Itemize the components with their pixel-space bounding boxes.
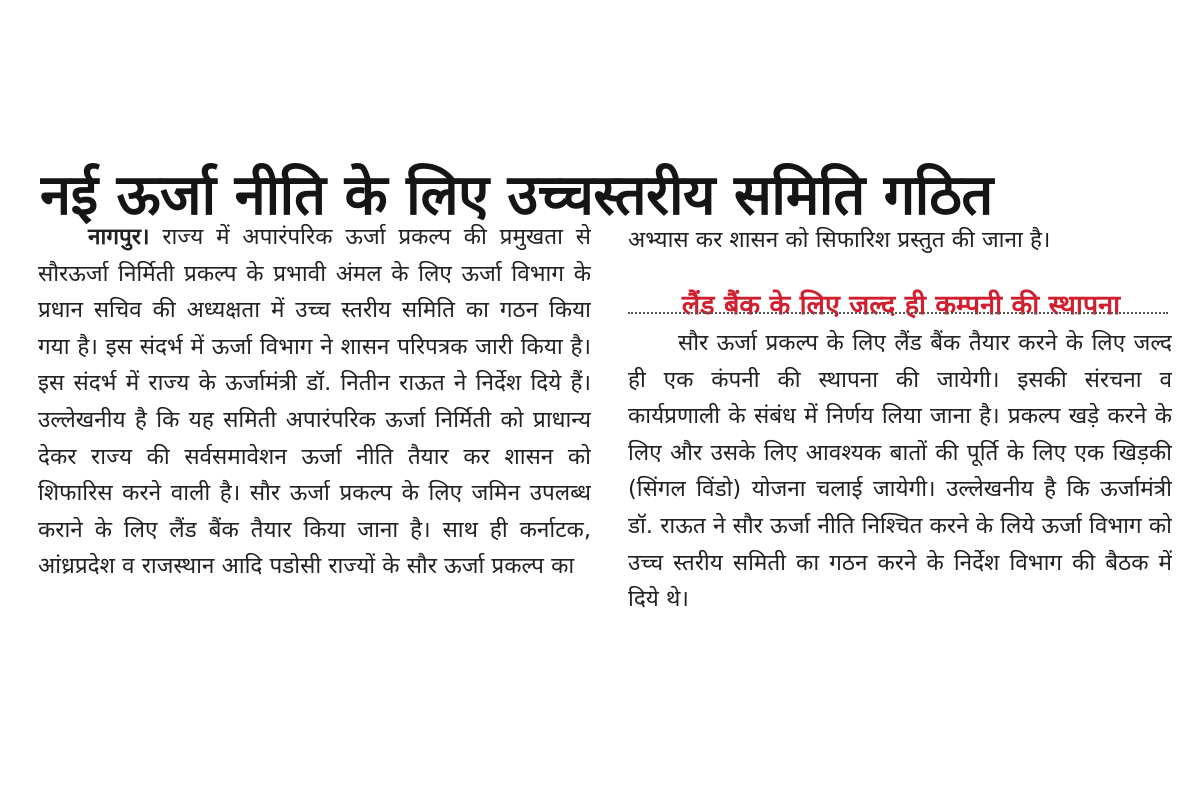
dateline: नागपुर। [88,224,150,250]
dotted-divider [628,312,1168,314]
left-column-body: राज्य में अपारंपरिक ऊर्जा प्रकल्प की प्रमुखता से सौरऊर्जा निर्मिती प्रकल्प के प्रभावी अंमल के लिए ऊर्जा विभाग के प्रधान सचिव की अध्यक्षता में उच्च स्तरीय समिति का गठन किया गया है। इस संदर्भ में ऊर्जा विभाग ने शासन परिपत्रक जारी किया है। इस संदर्भ में राज्य के ऊर्जामंत्री डॉ. नितीन राऊत ने निर्देश दिये हैं। उल्लेखनीय है कि यह समिती अपारंपरिक ऊर्जा निर्मिती को प्राधान्य देकर राज्य की सर्वसमावेशन ऊर्जा नीति तैयार कर शासन को शिफारिस करने वाली है। सौर ऊर्जा प्रकल्प के लिए जमिन उपलब्ध कराने के लिए लैंड बैंक तैयार किया जाना है। साथ ही कर्नाटक, आंध्रप्रदेश व राजस्थान आदि पडोसी राज्यों के सौर ऊर्जा प्रकल्प का [38,224,591,580]
article-subheading: लैंड बैंक के लिए जल्द ही कम्पनी की स्थापना [681,290,1121,322]
left-column [38,219,591,689]
article-headline: नई ऊर्जा नीति के लिए उच्चस्तरीय समिति गठित [40,162,993,228]
right-column-continuation: अभ्यास कर शासन को सिफारिश प्रस्तुत की जाना है। [628,227,1051,253]
right-column-body: सौर ऊर्जा प्रकल्प के लिए लैंड बैंक तैयार करने के लिए जल्द ही एक कंपनी की स्थापना की जायेगी। इसकी संरचना व कार्यप्रणाली के संबंध में निर्णय लिया जाना है। प्रकल्प खड़े करने के लिए और उसके लिए आवश्यक बातों की पूर्ति के लिए एक खिड़की (सिंगल विंडो) योजना चलाई जायेगी। उल्लेखनीय है कि ऊर्जामंत्री डॉ. राऊत ने सौर ऊर्जा नीति निश्चित करने के लिये ऊर्जा विभाग को उच्च स्तरीय समिती का गठन करने के निर्देश विभाग की बैठक में दिये थे। [628,330,1172,613]
